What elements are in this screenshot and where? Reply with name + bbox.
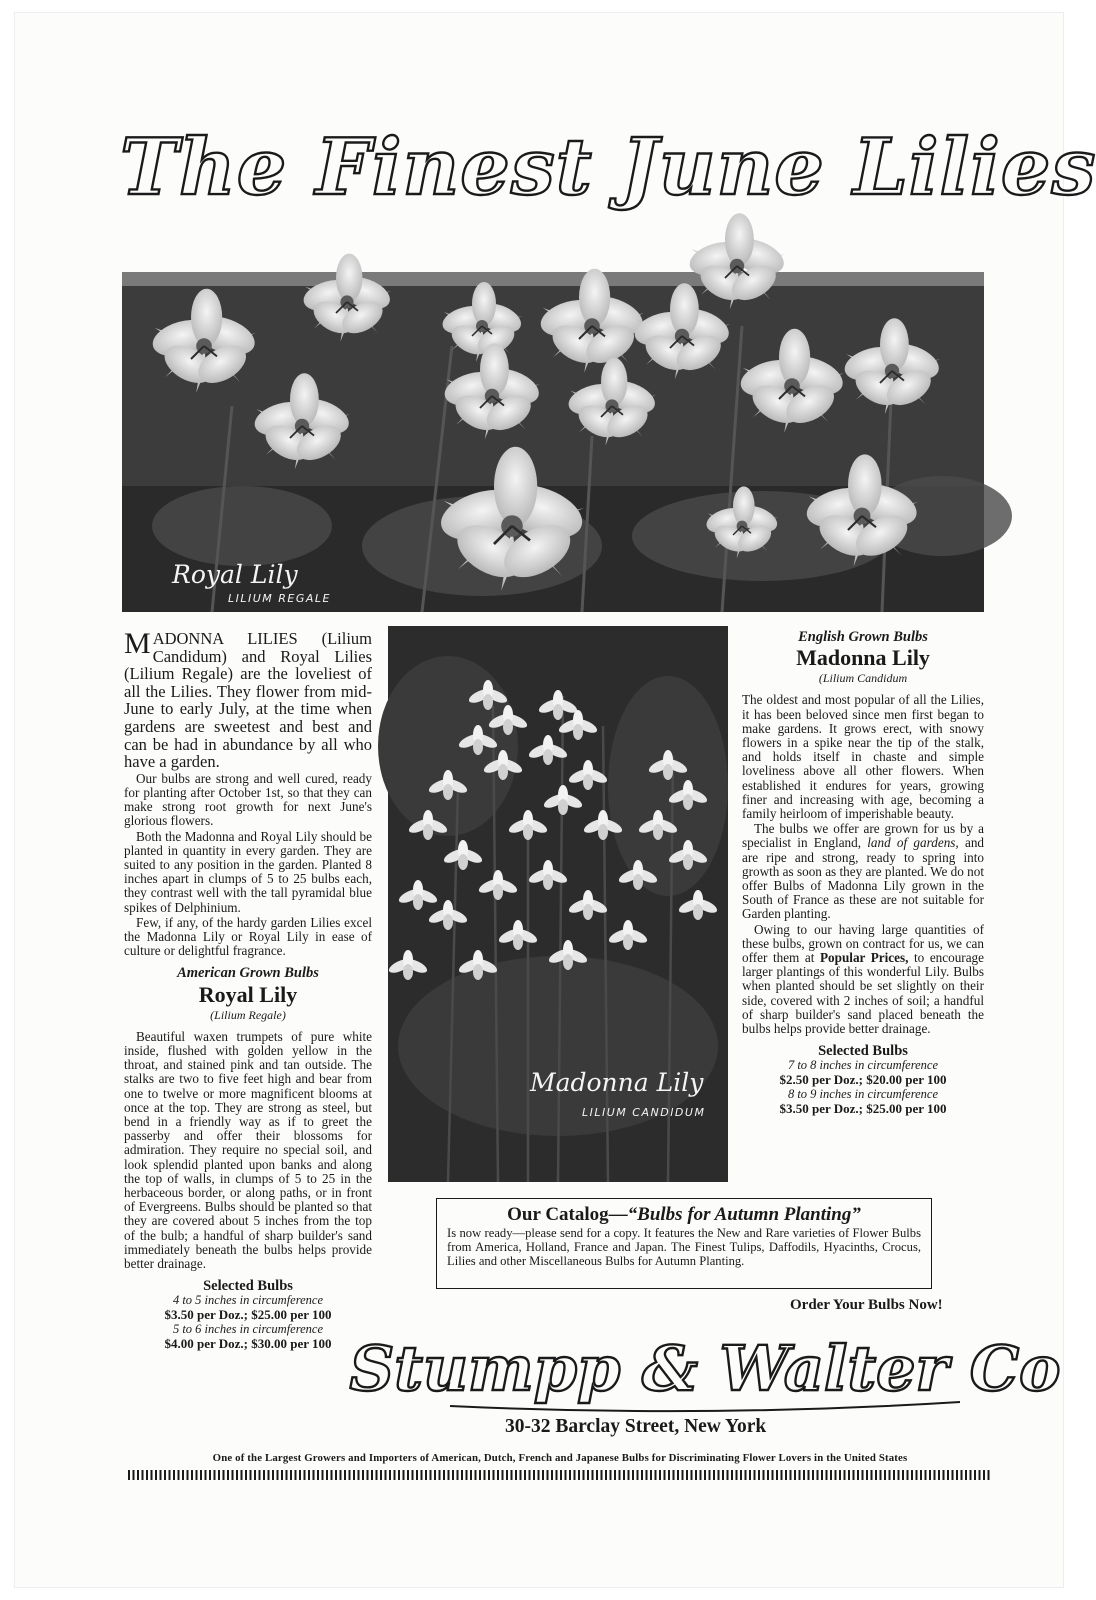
royal-lily-caption: Royal Lily <box>172 560 298 589</box>
order-now-text: Order Your Bulbs Now! <box>790 1297 943 1313</box>
footer-tagline: One of the Largest Growers and Importers of American, Dutch, French and Japanese Bulbs for Discriminating Flower Lovers in the United States <box>212 1452 908 1464</box>
royal-lily-latin: (Lilium Regale) <box>210 1007 286 1022</box>
american-grown-subhead: American Grown Bulbs <box>177 965 319 982</box>
madonna-size-2: 8 to 9 inches in circumference <box>787 1087 939 1102</box>
stumpp-walter-logo <box>349 1310 1061 1420</box>
drop-cap: M <box>124 627 151 660</box>
royal-size-2: 5 to 6 inches in circumference <box>172 1322 324 1337</box>
madonna-lily-title: Madonna Lily <box>796 645 930 671</box>
left-column <box>124 627 372 1352</box>
madonna-selected-bulbs: Selected Bulbs <box>818 1043 908 1060</box>
royal-price-1: $3.50 per Doz.; $25.00 per 100 <box>164 1307 332 1323</box>
madonna-size-1: 7 to 8 inches in circumference <box>787 1058 939 1073</box>
right-paragraph-2: The bulbs we offer are grown for us by a specialist in England, land of gardens, and are ripe and strong, ready to spring into growth as soon as they are planted. We do not offer Bulbs of Madonna Lily grown in the South of France as these are not suitable for Garden planting. <box>742 821 985 922</box>
left-paragraph-3: Few, if any, of the hardy garden Lilies excel the Madonna Lily or Royal Lily in ease of culture or delightful fragrance. <box>124 914 372 959</box>
royal-lily-description: Beautiful waxen trumpets of pure white inside, flushed with golden yellow in the throat, and stained pink and tan outside. The stalks are two to five feet high and bear from one to twelve or more magnificent blooms at once at the top. They are strong as steel, but bend in a friendly way as if to greet the passerby and offer their blossoms for admiration. They require no special soil, and look splendid planted upon banks and along the top of walls, in clumps of 5 to 25 in the herbaceous border, or along paths, or in front of Evergreens. Bulbs should be planted so that they are covered about 5 inches from the top of the bulb; a handful of sharp builder's sand immediately beneath the bulbs helps provide better drainage. <box>124 1028 372 1272</box>
madonna-lily-latin-caption: LILIUM CANDIDUM <box>582 1106 706 1119</box>
madonna-price-1: $2.50 per Doz.; $20.00 per 100 <box>779 1072 947 1088</box>
address: 30-32 Barclay Street, New York <box>505 1416 767 1437</box>
royal-lily-title: Royal Lily <box>198 981 298 1007</box>
right-paragraph-3: Owing to our having large quantities of these bulbs, grown on contract for us, we can offer them at Popular Prices, to encourage larger plantings of this wonderful Lily. Bulbs when planted should be set slightly on their side, covered with 2 inches of soil; a handful of sharp builder's sand placed beneath the bulbs helps provide better drainage. <box>742 921 984 1037</box>
right-paragraph-1: The oldest and most popular of all the Lilies, it has been beloved since men first began to make gardens. It grows erect, with snowy flowers in a spike near the tip of the stalk, and holds itself in chaste and simple loveliness above all other flowers. When established it endures for years, growing finer and increasing with age, becoming a family heirloom of imperishable beauty. <box>742 692 984 822</box>
decorative-rule <box>128 1470 992 1480</box>
madonna-price-2: $3.50 per Doz.; $25.00 per 100 <box>779 1101 947 1117</box>
royal-selected-bulbs: Selected Bulbs <box>203 1278 293 1295</box>
royal-lily-latin-caption: LILIUM REGALE <box>228 592 332 605</box>
headline: The Finest June Lilies <box>120 122 1096 213</box>
royal-price-2: $4.00 per Doz.; $30.00 per 100 <box>164 1336 332 1352</box>
catalog-body: Is now ready—please send for a copy. It features the New and Rare varieties of Flower Bulbs from America, Holland, France and Japan. The Finest Tulips, Daffodils, Hyacinths, Crocus, Lilies and other Miscellaneous Bulbs for Autumn Planting. <box>447 1226 921 1268</box>
madonna-lily-latin: (Lilium Candidum <box>818 671 908 686</box>
english-grown-subhead: English Grown Bulbs <box>798 629 928 645</box>
intro-paragraph: MADONNA LILIES (Lilium Candidum) and Royal Lilies (Lilium Regale) are the loveliest of all the Lilies. They flower from mid-June to early July, at the time when gardens are sweetest and best and can be had in abundance by all who have a garden. <box>124 627 372 772</box>
royal-size-1: 4 to 5 inches in circumference <box>172 1293 324 1308</box>
left-paragraph-2: Both the Madonna and Royal Lily should be planted in quantity in every garden. They are suited to any position in the garden. Planted 8 inches apart in clumps of 5 to 25 bulbs each, they contrast well with the tall pyramidal blue spikes of Delphinium. <box>124 828 372 915</box>
madonna-lily-image <box>388 626 728 1182</box>
madonna-lily-caption: Madonna Lily <box>530 1068 704 1097</box>
logo-lettering: Stumpp & Walter Co <box>349 1332 1061 1405</box>
madonna-lily-photo <box>388 626 728 1182</box>
right-column <box>742 626 984 1116</box>
catalog-heading: Our Catalog—“Bulbs for Autumn Planting” <box>507 1204 861 1225</box>
catalog-box <box>436 1198 932 1289</box>
left-paragraph-1: Our bulbs are strong and well cured, ready for planting after October 1st, so that they can make strong root growth for next June's glorious flowers. <box>124 770 372 829</box>
